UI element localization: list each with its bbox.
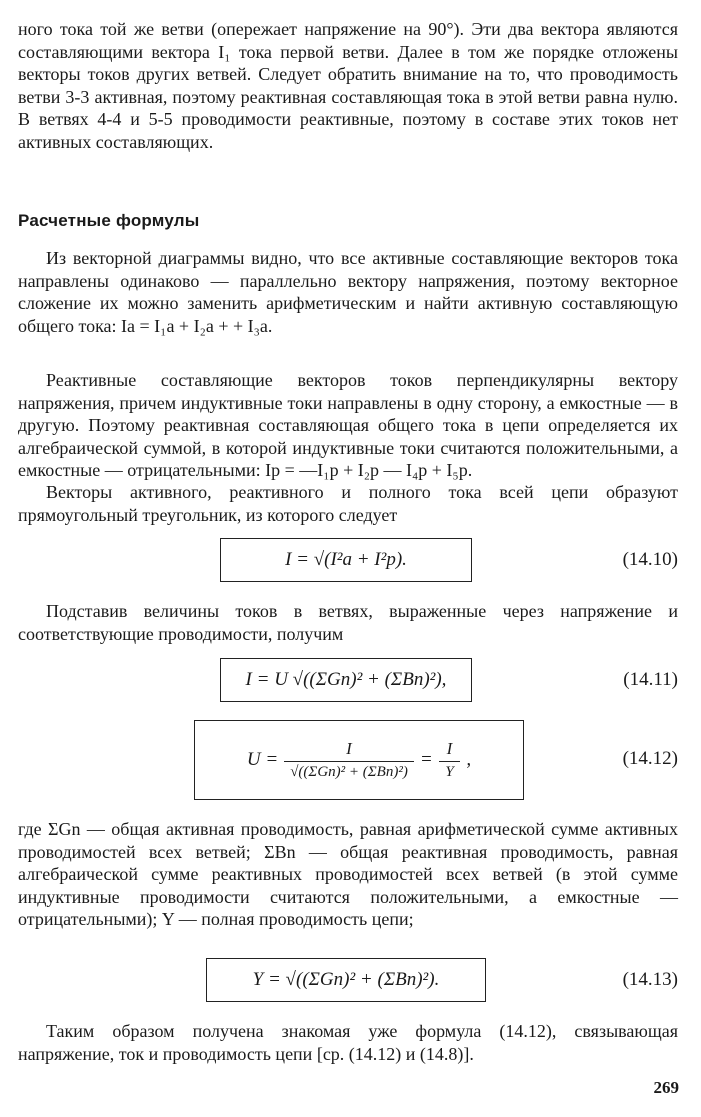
equation-number: (14.12) — [622, 748, 678, 769]
paragraph-text: где ΣGn — общая активная проводимость, равная арифметической сумме активных проводимостей всех ветвей; ΣBn — общая реактивная проводимость, равная алгебраической сумме реактивных проводимостей всех ветвей (в этой сумме индуктивные проводимости считаются положительными, а емкостные — отрицательными); Y — полная проводимость цепи; — [18, 819, 678, 930]
formula-box — [194, 720, 524, 800]
paragraph-text: Таким образом получена знакомая уже формула (14.12), связывающая напряжение, ток и проводимость цепи [ср. (14.12) и (14.8)]. — [18, 1021, 678, 1064]
formula-14-12 — [18, 720, 678, 804]
fraction-numerator: I — [446, 739, 453, 758]
formula-text: Y = √((ΣGn)² + (ΣBn)²). — [252, 969, 440, 990]
formula-14-11 — [18, 658, 678, 706]
paragraph-definitions — [18, 818, 678, 931]
equation-number: (14.10) — [622, 549, 678, 570]
formula-tail: , — [466, 749, 472, 770]
formula-text: I = √(I²а + I²р). — [285, 549, 407, 570]
paragraph-text: Подставив величины токов в ветвях, выраженные через напряжение и соответствующие проводимости, получим — [18, 601, 678, 644]
paragraph-conclusion — [18, 1020, 678, 1065]
paragraph-active-components — [18, 247, 678, 337]
formula-14-13 — [18, 958, 678, 1006]
formula-14-10 — [18, 538, 678, 586]
paragraph-reactive-components — [18, 369, 678, 482]
paragraph-text: ного тока той же ветви (опережает напряжение на 90°). Эти два вектора являются составляющими вектора I₁ тока первой ветви. Далее в том же порядке отложены векторы токов других ветвей. Следует обратить внимание на то, что проводимость ветви 3-3 активная, поэтому реактивная составляющая тока в этой ветви равна нулю. В ветвях 4-4 и 5-5 проводимости реактивные, поэтому в составе этих токов нет активных составляющих. — [18, 19, 678, 152]
fraction-denominator: √((ΣGn)² + (ΣBn)²) — [284, 761, 414, 781]
paragraph-text: Из векторной диаграммы видно, что все активные составляющие векторов тока направлены одинаково — параллельно вектору напряжения, поэтому векторное сложение их можно заменить арифметическим и найти активную составляющую общего тока: Iа = I₁а + I₂а + + I₃а. — [18, 248, 678, 336]
formula-equals: = — [419, 749, 433, 770]
fraction-left — [284, 739, 414, 781]
formula-text: I = U √((ΣGn)² + (ΣBn)²), — [245, 669, 447, 690]
fraction-numerator: I — [346, 739, 352, 758]
fraction-right — [439, 739, 461, 781]
page-number: 269 — [653, 1078, 679, 1097]
formula-box — [220, 658, 472, 702]
formula-box — [206, 958, 486, 1002]
formula-box — [220, 538, 472, 582]
paragraph-intro — [18, 18, 678, 154]
paragraph-triangle — [18, 481, 678, 526]
fraction-denominator: Y — [439, 761, 459, 781]
paragraph-text: Реактивные составляющие векторов токов перпендикулярны вектору напряжения, причем индуктивные токи направлены в одну сторону, а емкостные — в другую. Поэтому реактивная составляющая общего тока в цепи определяется их алгебраической суммой, в которой индуктивные токи считаются положительными, а емкостные — отрицательными: Iр = —I₁р + I₂р — I₄р + I₅р. — [18, 370, 678, 481]
equation-number: (14.13) — [622, 969, 678, 990]
equation-number: (14.11) — [623, 669, 678, 690]
paragraph-text: Векторы активного, реактивного и полного тока всей цепи образуют прямоугольный треугольник, из которого следует — [18, 482, 678, 525]
paragraph-substitution — [18, 600, 678, 645]
section-heading: Расчетные формулы — [18, 211, 200, 230]
formula-lhs: U = — [246, 749, 279, 770]
